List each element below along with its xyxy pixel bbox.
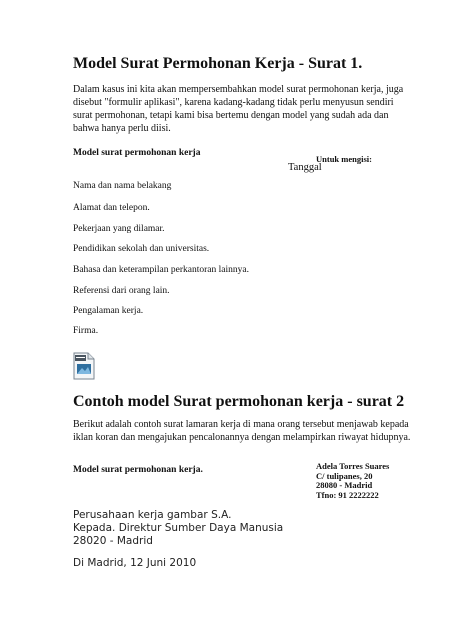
sender-phone: Tfno: 91 2222222 [316,490,379,500]
letter-date: Di Madrid, 12 Juni 2010 [73,557,197,569]
section1-title: Model Surat Permohonan Kerja - Surat 1. [73,55,363,72]
sender-street: C/ tulipanes, 20 [316,471,373,481]
sender-city: 28080 - Madrid [316,480,373,490]
field-experience: Pengalaman kerja. [73,306,144,316]
form1-title: Model surat permohonan kerja [73,148,201,158]
field-languages: Bahasa dan keterampilan perkantoran lainnya. [73,265,249,275]
field-name: Nama dan nama belakang [73,181,172,191]
form2-title: Model surat permohonan kerja. [73,465,203,475]
date-label: Tanggal [288,162,322,173]
field-address: Alamat dan telepon. [73,203,150,213]
field-position: Pekerjaan yang dilamar. [73,224,165,234]
field-signature: Firma. [73,326,99,336]
sender-name: Adela Torres Suares [316,461,390,471]
recipient-attention: Kepada. Direktur Sumber Daya Manusia [73,522,284,534]
field-references: Referensi dari orang lain. [73,286,170,296]
section2-intro: Berikut adalah contoh surat lamaran kerja di mana orang tersebut menjawab kepada iklan koran dan mengajukan pencalonannya dengan melampirkan riwayat hidupnya. [73,419,411,443]
field-education: Pendidikan sekolah dan universitas. [73,244,210,254]
recipient-city: 28020 - Madrid [73,535,153,547]
document-file-icon[interactable] [73,352,95,380]
fill-label: Untuk mengisi: [316,154,372,164]
section1-intro: Dalam kasus ini kita akan mempersembahkan model surat permohonan kerja, juga disebut "formulir aplikasi", karena kadang-kadang tidak perlu menyusun sendiri surat permohonan, tetapi kami bisa bertemu dengan model yang sudah ada dan bahwa hanya perlu diisi. [73,84,404,134]
section2-title: Contoh model Surat permohonan kerja - surat 2 [73,393,405,410]
recipient-company: Perusahaan kerja gambar S.A. [73,509,232,521]
